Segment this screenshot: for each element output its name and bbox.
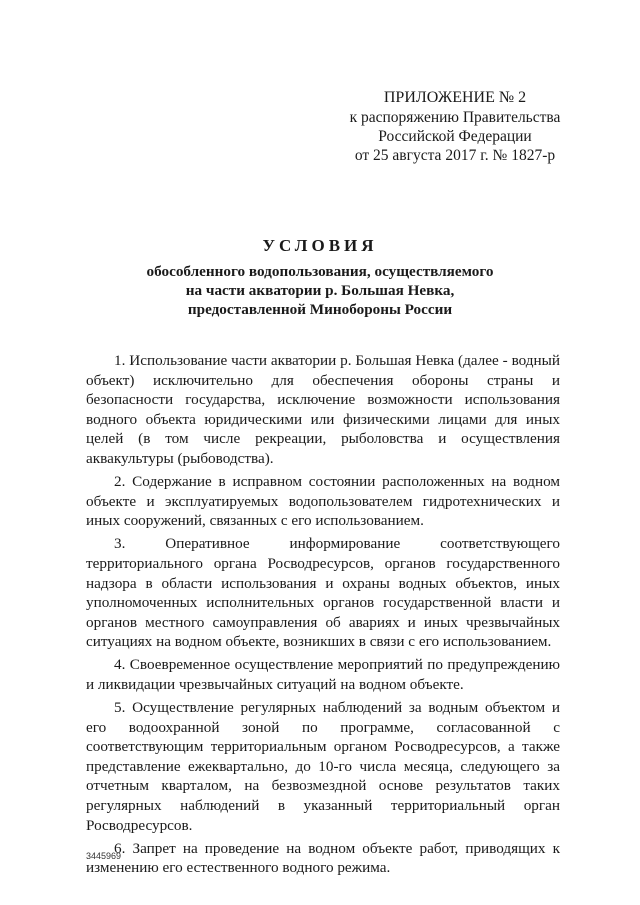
paragraph-3: 3. Оперативное информирование соответствующего территориального органа Росводресурсов, органов государственного надзора в области использования и охраны водных объектов, иных уполномоченных исполнительных органов государственной власти и органов местного самоуправления об авариях и иных чрезвычайных ситуациях на водном объекте, возникших в связи с его использованием. <box>86 535 560 651</box>
document-body <box>86 351 560 881</box>
paragraph-5: 5. Осуществление регулярных наблюдений за водным объектом и его водоохранной зоной по программе, согласованной с соответствующим территориальным органом Росводресурсов, а также представление ежеквартально, до 10-го числа месяца, следующего за отчетным кварталом, на безвозмездной основе результатов таких регулярных наблюдений в указанный территориальный орган Росводресурсов. <box>86 699 560 834</box>
appendix-government: Российской Федерации <box>378 128 532 145</box>
appendix-header <box>330 88 580 165</box>
appendix-reference: к распоряжению Правительства <box>349 109 561 126</box>
document-code: 3445969 <box>86 851 122 861</box>
document-subtitle <box>100 262 540 319</box>
subtitle-line-3: предоставленной Минобороны России <box>187 301 453 318</box>
paragraph-4: 4. Своевременное осуществление мероприятий по предупреждению и ликвидации чрезвычайных ситуаций на водном объекте. <box>86 656 560 693</box>
paragraph-2: 2. Содержание в исправном состоянии расположенных на водном объекте и эксплуатируемых водопользователем гидротехнических и иных сооружений, связанных с его использованием. <box>86 473 560 530</box>
subtitle-line-2: на части акватории р. Большая Невка, <box>185 282 455 299</box>
paragraph-1: 1. Использование части акватории р. Большая Невка (далее - водный объект) исключительно для обеспечения обороны страны и безопасности государства, исключение возможности использования водного объекта юридическими или физическими лицами для иных целей (в том числе рекреации, рыболовства и осуществления аквакультуры (рыбоводства). <box>86 352 560 467</box>
appendix-number: ПРИЛОЖЕНИЕ № 2 <box>383 89 527 106</box>
appendix-date-number: от 25 августа 2017 г. № 1827-р <box>354 147 556 164</box>
paragraph-6: 6. Запрет на проведение на водном объекте работ, приводящих к изменению его естественного водного режима. <box>86 839 560 877</box>
document-title: УСЛОВИЯ <box>262 236 378 255</box>
subtitle-line-1: обособленного водопользования, осуществляемого <box>146 263 494 280</box>
